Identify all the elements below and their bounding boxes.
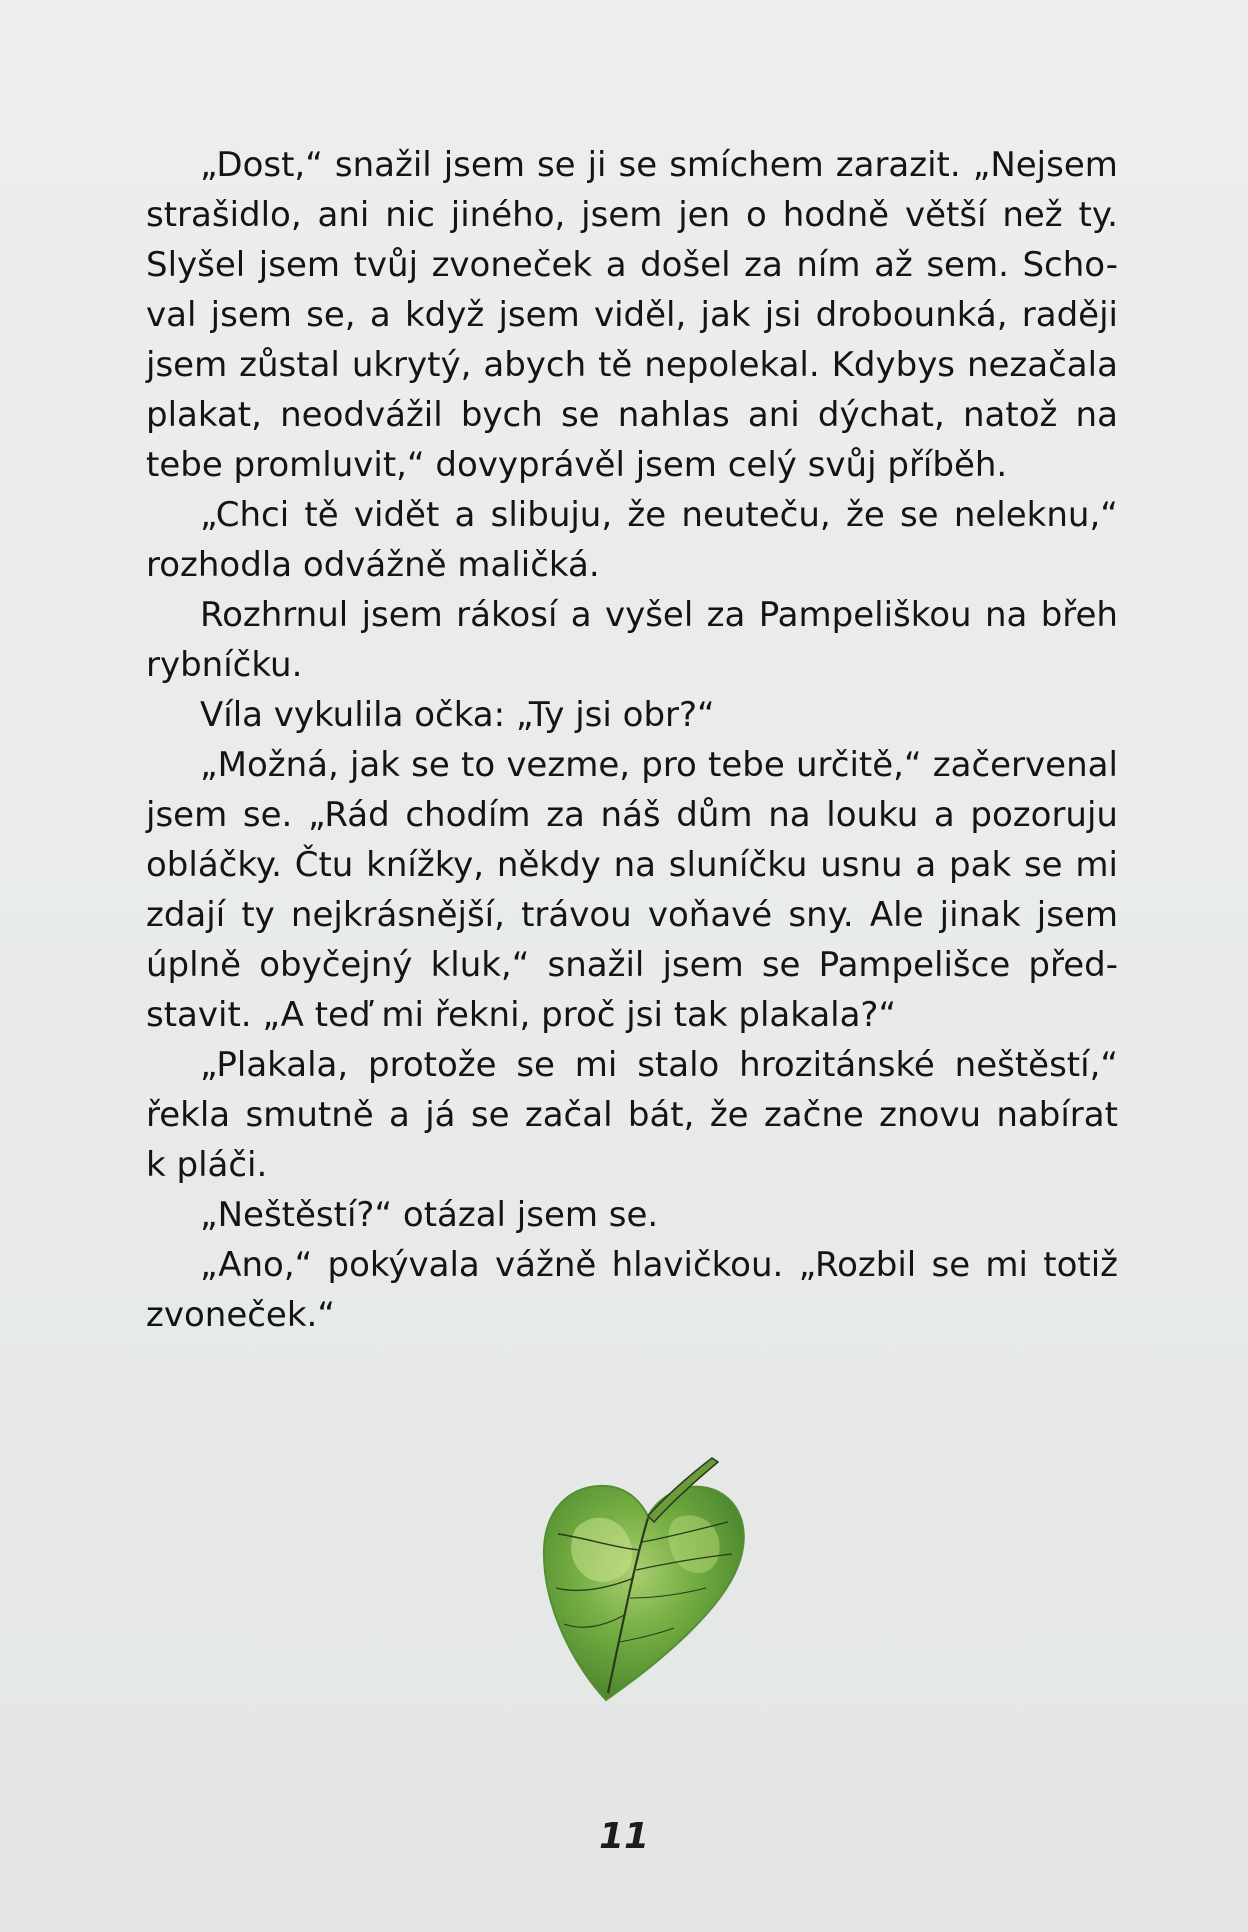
word: strašidlo, [146, 195, 302, 235]
word: dýchat, [817, 395, 945, 435]
word: snažil [334, 145, 432, 185]
word: začervenal [932, 745, 1118, 785]
word: mi [574, 1045, 618, 1085]
word: plakat, [146, 395, 262, 435]
text-line: tebe promluvit,“ dovyprávěl jsem celý svůj příběh. [146, 445, 1008, 485]
word: to [460, 745, 496, 785]
word: viděl, [593, 295, 687, 335]
word: jak [349, 745, 400, 785]
word: hodně [782, 195, 890, 235]
word: Pampelišce [818, 945, 1011, 985]
word: tě [304, 495, 339, 535]
text-line: „Neštěstí?“ otázal jsem se. [200, 1195, 659, 1235]
word: jsem [146, 795, 228, 835]
word: že [845, 495, 885, 535]
text-line [146, 340, 1118, 390]
word: se, [306, 295, 356, 335]
word: že [709, 1095, 749, 1135]
word: neuteču, [681, 495, 831, 535]
green-leaf-icon [536, 1438, 766, 1738]
word: já [425, 1095, 456, 1135]
text-line [146, 390, 1118, 440]
text-line: rozhodla odvážně maličká. [146, 545, 600, 585]
text-line: stavit. „A teď mi řekni, proč jsi tak plakala?“ [146, 995, 897, 1035]
word: raději [1021, 295, 1118, 335]
word: na [984, 595, 1028, 635]
text-line [146, 740, 1118, 790]
word: začal [524, 1095, 613, 1135]
text-line [146, 1040, 1118, 1090]
word: smutně [245, 1095, 374, 1135]
word: „Plakala, [200, 1045, 349, 1085]
word: se [899, 495, 939, 535]
text-line [146, 240, 1118, 290]
leaf-illustration [536, 1438, 766, 1738]
word: za [744, 245, 783, 285]
word: jsem [662, 945, 744, 985]
word: a [389, 1095, 410, 1135]
word: se [516, 1045, 555, 1085]
word: jsem [443, 145, 525, 185]
word: sem. [926, 245, 1009, 285]
text-line: zvoneček.“ [146, 1295, 335, 1335]
word: před- [1028, 945, 1118, 985]
word: že [627, 495, 667, 535]
leaf-blade [544, 1486, 744, 1700]
word: „Rád [307, 795, 390, 835]
word: neodvážil [280, 395, 443, 435]
word: stalo [637, 1045, 720, 1085]
word: nejkrásnější, [290, 895, 505, 935]
word: neleknu,“ [953, 495, 1118, 535]
word: břeh [1040, 595, 1118, 635]
text-line [146, 790, 1118, 840]
word: „Chci [200, 495, 290, 535]
word: zůstal [239, 345, 340, 385]
word: abych [483, 345, 587, 385]
word: znovu [879, 1095, 982, 1135]
word: někdy [496, 845, 601, 885]
word: došel [640, 245, 731, 285]
word: vidět [353, 495, 440, 535]
word: „Dost,“ [200, 145, 323, 185]
word: vyšel [604, 595, 694, 635]
word: snažil [547, 945, 645, 985]
text-line [146, 1240, 1118, 1290]
word: voňavé [647, 895, 773, 935]
page-number: 11 [598, 1816, 650, 1857]
word: a [915, 845, 937, 885]
word: protože [368, 1045, 497, 1085]
word: jsem [146, 345, 228, 385]
word: vážně [495, 1245, 597, 1285]
word: slibuju, [490, 495, 613, 535]
word: jen [678, 195, 731, 235]
word: „Rozbil [798, 1245, 917, 1285]
word: Slyšel [146, 245, 246, 285]
word: nezačala [966, 345, 1118, 385]
word: úplně [146, 945, 242, 985]
word: jsem [1036, 895, 1118, 935]
word: se [536, 145, 576, 185]
word: Scho- [1022, 245, 1118, 285]
word: nabírat [996, 1095, 1118, 1135]
word: totiž [1043, 1245, 1118, 1285]
word: mi [1075, 845, 1118, 885]
word: tě [598, 345, 633, 385]
text-line: k pláči. [146, 1145, 268, 1185]
word: vezme, [506, 745, 631, 785]
word: usnu [820, 845, 903, 885]
word: větší [904, 195, 987, 235]
word: pak [949, 845, 1012, 885]
word: Kdybys [831, 345, 956, 385]
word: náš [600, 795, 661, 835]
word: pozoruju [970, 795, 1118, 835]
word: než [1002, 195, 1063, 235]
word: ani [747, 395, 800, 435]
word: kluk,“ [430, 945, 530, 985]
word: řekla [146, 1095, 231, 1135]
word: a [570, 595, 592, 635]
word: nahlas [617, 395, 730, 435]
word: obláčky. [146, 845, 282, 885]
word: obyčejný [259, 945, 413, 985]
word: když [404, 295, 485, 335]
word: tebe [708, 745, 785, 785]
text-line [146, 140, 1118, 190]
word: tvůj [353, 245, 419, 285]
word: jiného, [450, 195, 566, 235]
text-line [146, 190, 1118, 240]
word: zdají [146, 895, 226, 935]
word: se [1023, 845, 1063, 885]
word: začne [763, 1095, 864, 1135]
text-line [146, 1090, 1118, 1140]
word: Rozhrnul [200, 595, 349, 635]
word: za [546, 795, 585, 835]
word: „Nejsem [972, 145, 1118, 185]
text-line [146, 590, 1118, 640]
word: Čtu [294, 845, 354, 885]
word: „Možná, [200, 745, 339, 785]
text-line [146, 840, 1118, 890]
word: a [933, 795, 955, 835]
word: a [605, 245, 627, 285]
word: drobounká, [815, 295, 1008, 335]
word: jsem [498, 295, 580, 335]
word: se [931, 1245, 971, 1285]
word: na [613, 845, 656, 885]
word: jinak [939, 895, 1021, 935]
word: ty [241, 895, 275, 935]
word: na [1075, 395, 1118, 435]
word: Ale [869, 895, 924, 935]
word: jsi [764, 295, 802, 335]
word: a [454, 495, 476, 535]
word: se [470, 1095, 510, 1135]
text-line [146, 490, 1118, 540]
word: zarazit. [835, 145, 961, 185]
text-line: Víla vykulila očka: „Ty jsi obr?“ [200, 695, 715, 735]
text-body [146, 140, 1118, 1340]
word: smíchem [669, 145, 824, 185]
word: se. [242, 795, 293, 835]
word: na [768, 795, 811, 835]
word: knížky, [366, 845, 485, 885]
word: až [874, 245, 913, 285]
word: se [411, 745, 450, 785]
word: jsem [361, 595, 443, 635]
word: bát, [627, 1095, 695, 1135]
word: bych [460, 395, 543, 435]
word: natož [962, 395, 1058, 435]
word: ním [796, 245, 861, 285]
word: nic [385, 195, 435, 235]
text-line [146, 290, 1118, 340]
word: mi [985, 1245, 1028, 1285]
word: sny. [788, 895, 854, 935]
word: zvoneček [431, 245, 593, 285]
word: chodím [405, 795, 531, 835]
word: se [618, 145, 658, 185]
text-line [146, 890, 1118, 940]
word: val [146, 295, 197, 335]
word: ty. [1078, 195, 1118, 235]
word: „Ano,“ [200, 1245, 313, 1285]
word: se [761, 945, 801, 985]
word: jsem [210, 295, 292, 335]
word: nepolekal. [644, 345, 820, 385]
word: neštěstí,“ [954, 1045, 1118, 1085]
word: jsem [258, 245, 340, 285]
text-line: rybníčku. [146, 645, 303, 685]
word: rákosí [456, 595, 558, 635]
word: jsem [581, 195, 663, 235]
word: trávou [521, 895, 632, 935]
word: louku [826, 795, 919, 835]
word: ani [317, 195, 370, 235]
word: se [560, 395, 600, 435]
word: a [369, 295, 391, 335]
word: o [746, 195, 767, 235]
word: určitě,“ [795, 745, 922, 785]
word: ji [587, 145, 607, 185]
word: ukrytý, [351, 345, 472, 385]
word: jak [700, 295, 751, 335]
word: pro [641, 745, 697, 785]
word: za [706, 595, 746, 635]
word: hlavičkou. [611, 1245, 784, 1285]
text-line [146, 940, 1118, 990]
word: Pampeliškou [758, 595, 972, 635]
word: hrozitánské [739, 1045, 935, 1085]
word: dům [676, 795, 753, 835]
word: sluníčku [668, 845, 808, 885]
word: pokývala [327, 1245, 480, 1285]
